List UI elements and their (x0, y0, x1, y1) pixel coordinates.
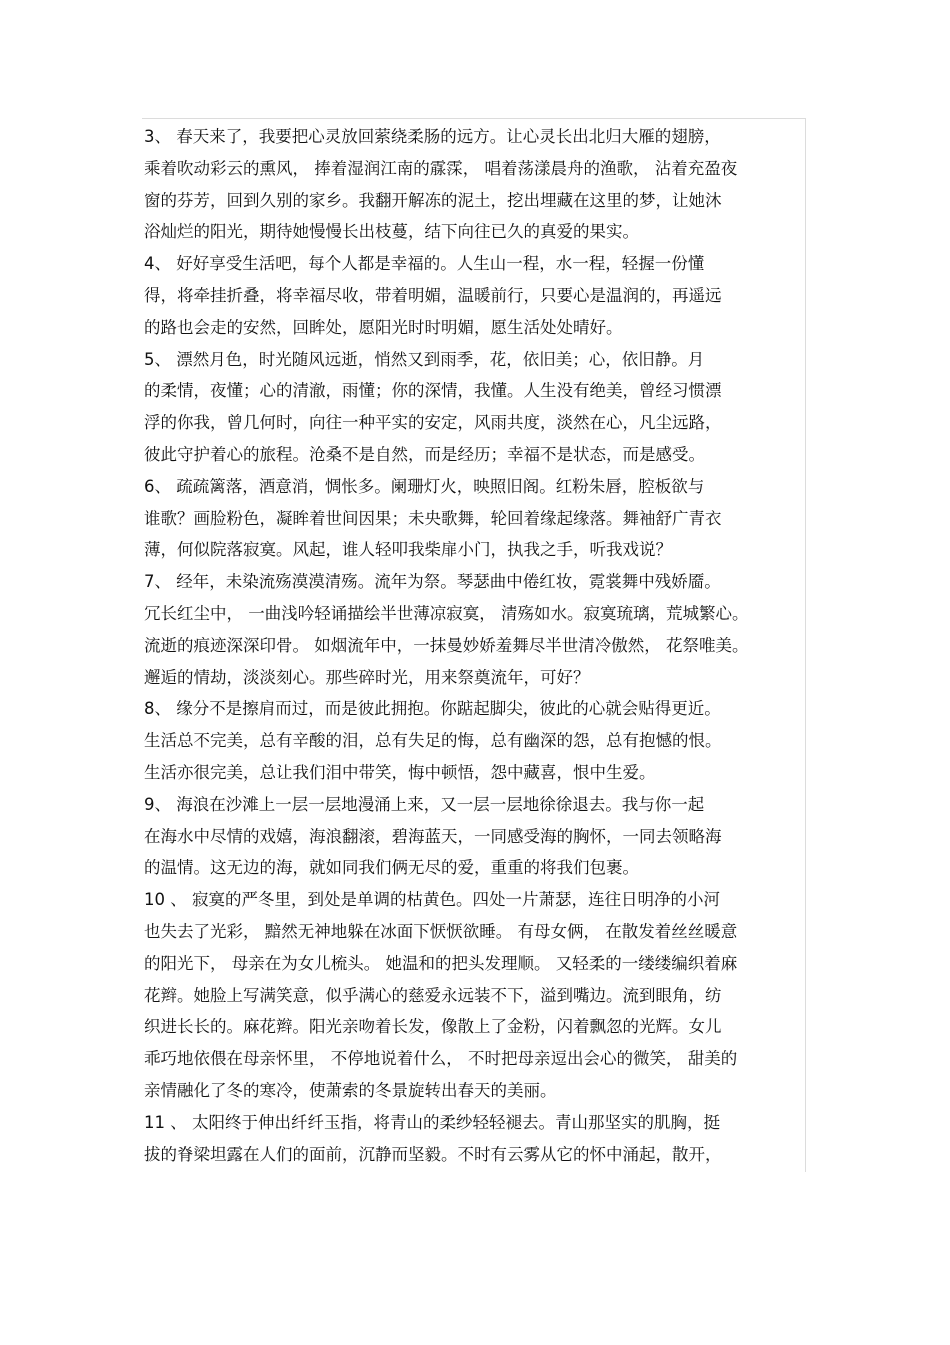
text-line: 的温情。这无边的海，就如同我们俩无尽的爱，重重的将我们包裹。 (144, 858, 639, 878)
text-line: 花辫。她脸上写满笑意，似乎满心的慈爱永远装不下，溢到嘴边。流到眼角，纺 (144, 985, 722, 1005)
text-line: 生活亦很完美，总让我们泪中带笑，悔中顿悟，怨中藏喜，恨中生爱。 (144, 762, 656, 782)
text-line: 乖巧地依偎在母亲怀里， 不停地说着什么， 不时把母亲逗出会心的微笑， 甜美的 (144, 1049, 738, 1069)
text-line: 彼此守护着心的旅程。沧桑不是自然，而是经历；幸福不是状态，而是感受。 (144, 444, 705, 464)
text-line: 在海水中尽情的戏嬉，海浪翻滚，碧海蓝天，一同感受海的胸怀，一同去领略海 (144, 826, 722, 846)
page-border-right (805, 118, 806, 1172)
text-line: 得，将牵挂折叠，将幸福尽收，带着明媚，温暖前行，只要心是温润的，再遥远 (144, 285, 722, 305)
text-line: 5、 漂然月色，时光随风远逝，悄然又到雨季，花，依旧美；心，依旧静。月 (144, 349, 705, 369)
text-line: 邂逅的情劫，淡淡刻心。那些碎时光，用来祭奠流年，可好？ (144, 667, 590, 687)
text-line: 薄，何似院落寂寞。风起，谁人轻叩我柴扉小门，执我之手，听我戏说？ (144, 540, 672, 560)
text-line: 9、 海浪在沙滩上一层一层地漫涌上来，又一层一层地徐徐退去。我与你一起 (144, 794, 705, 814)
text-line: 的路也会走的安然，回眸处，愿阳光时时明媚，愿生活处处晴好。 (144, 317, 623, 337)
text-line: 的阳光下， 母亲在为女儿梳头。 她温和的把头发理顺。 又轻柔的一缕缕编织着麻 (144, 953, 738, 973)
text-line: 亲情融化了冬的寒冷，使萧索的冬景旋转出春天的美丽。 (144, 1080, 557, 1100)
text-line: 乘着吹动彩云的熏风， 捧着湿润江南的霡霂， 唱着荡漾晨舟的渔歌， 沾着充盈夜 (144, 158, 738, 178)
text-line: 冗长红尘中， 一曲浅吟轻诵描绘半世薄凉寂寞， 清殇如水。寂寞琉璃，荒城繁心。 (144, 603, 749, 623)
text-line: 6、 疏疏篱落，酒意消，惆怅多。阑珊灯火，映照旧阁。红粉朱唇，腔板欲与 (144, 476, 705, 496)
page-border-top (142, 118, 806, 119)
text-line: 浴灿烂的阳光，期待她慢慢长出枝蔓，结下向往已久的真爱的果实。 (144, 222, 639, 242)
text-line: 浮的你我，曾几何时，向往一种平实的安定，风雨共度，淡然在心，凡尘远路， (144, 413, 722, 433)
text-line: 4、 好好享受生活吧，每个人都是幸福的。人生山一程，水一程，轻握一份懂 (144, 254, 705, 274)
text-line: 窗的芬芳，回到久别的家乡。我翻开解冻的泥土，挖出埋藏在这里的梦，让她沐 (144, 190, 722, 210)
text-line: 也失去了光彩， 黯然无神地躲在冰面下恹恹欲睡。 有母女俩， 在散发着丝丝暖意 (144, 921, 738, 941)
text-line: 10 、 寂寞的严冬里，到处是单调的枯黄色。四处一片萧瑟，连往日明净的小河 (144, 890, 720, 910)
text-line: 8、 缘分不是擦肩而过，而是彼此拥抱。你踮起脚尖，彼此的心就会贴得更近。 (144, 699, 721, 719)
text-line: 7、 经年，未染流殇漠漠清殇。流年为祭。琴瑟曲中倦红妆，霓裳舞中残娇靥。 (144, 572, 721, 592)
text-line: 11 、 太阳终于伸出纤纤玉指，将青山的柔纱轻轻褪去。青山那坚实的肌胸，挺 (144, 1112, 720, 1132)
document-body (144, 121, 804, 1170)
text-line: 流逝的痕迹深深印骨。 如烟流年中，一抹曼妙娇羞舞尽半世清冷傲然， 花祭唯美。 (144, 635, 749, 655)
text-line: 谁歌？画脸粉色，凝眸着世间因果；未央歌舞，轮回着缘起缘落。舞袖舒广青衣 (144, 508, 722, 528)
text-line: 织进长长的。麻花辫。阳光亲吻着长发，像散上了金粉，闪着飘忽的光辉。女儿 (144, 1017, 722, 1037)
text-line: 拔的脊梁坦露在人们的面前，沉静而坚毅。不时有云雾从它的怀中涌起，散开， (144, 1144, 722, 1164)
text-line: 3、 春天来了，我要把心灵放回萦绕柔肠的远方。让心灵长出北归大雁的翅膀， (144, 127, 721, 146)
text-line: 的柔情，夜懂；心的清澈，雨懂；你的深情，我懂。人生没有绝美，曾经习惯漂 (144, 381, 722, 401)
text-line: 生活总不完美，总有辛酸的泪，总有失足的悔，总有幽深的怨，总有抱憾的恨。 (144, 731, 722, 751)
